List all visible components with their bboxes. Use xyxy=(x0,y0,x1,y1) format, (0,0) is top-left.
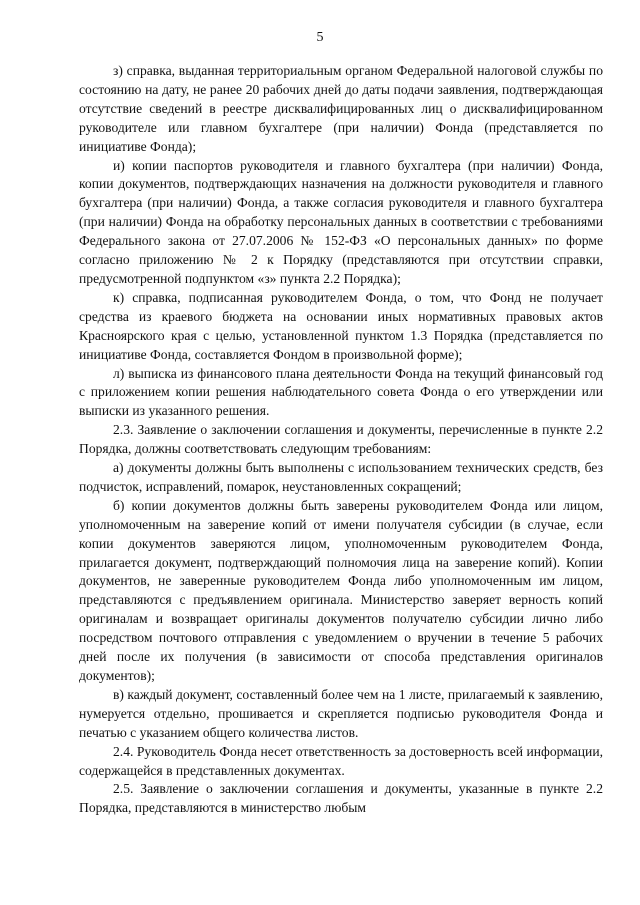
paragraph-a-technical-means: а) документы должны быть выполнены с использованием технических средств, без подчисток, исправлений, помарок, неустановленных сокращений; xyxy=(79,460,603,494)
paragraph-2-3-requirements: 2.3. Заявление о заключении соглашения и документы, перечисленные в пункте 2.2 Порядка, должны соответствовать следующим требованиям: xyxy=(79,422,603,457)
page-number: 5 xyxy=(316,30,324,45)
paragraph-z-tax-certificate: з) справка, выданная территориальным органом Федеральной налоговой службы по состоянию на дату, не ранее 20 рабочих дней до даты подачи заявления, подтверждающая отсутствие сведений в реестре дисквалифицированных лиц о дисквалифицированном руководителе или главном бухгалтере (при наличии) Фонда (представляется по инициативе Фонда); xyxy=(79,63,603,154)
paragraph-2-5-submission: 2.5. Заявление о заключении соглашения и документы, указанные в пункте 2.2 Порядка, представляются в министерство любым xyxy=(79,781,603,816)
document-body xyxy=(79,62,603,818)
paragraph-2-4-responsibility: 2.4. Руководитель Фонда несет ответственность за достоверность всей информации, содержащейся в представленных документах. xyxy=(79,743,603,778)
paragraph-v-numbered-documents: в) каждый документ, составленный более чем на 1 листе, прилагаемый к заявлению, нумеруется отдельно, прошивается и скрепляется подписью руководителя Фонда и печатью с указанием общего количества листов. xyxy=(79,686,603,740)
paragraph-i-passport-copies: и) копии паспортов руководителя и главного бухгалтера (при наличии) Фонда, копии документов, подтверждающих назначения на должности руководителя и главного бухгалтера (при наличии) Фонда, а также согласия руководителя и главного бухгалтера (при наличии) Фонда на обработку персональных данных в соответствии с требованиями Федерального закона от 27.07.2006 № 152-ФЗ «О персональных данных» по форме согласно приложению № 2 к Порядку (представляются при отсутствии справки, предусмотренной подпунктом «з» пункта 2.2 Порядка); xyxy=(79,157,603,286)
paragraph-k-signed-certificate: к) справка, подписанная руководителем Фонда, о том, что Фонд не получает средства из краевого бюджета на основании иных нормативных правовых актов Красноярского края с целью, установленной пунктом 1.3 Порядка (представляется по инициативе Фонда, составляется Фондом в произвольной форме); xyxy=(79,289,603,362)
paragraph-l-financial-plan-extract: л) выписка из финансового плана деятельности Фонда на текущий финансовый год с приложением копии решения наблюдательного совета Фонда о его утверждении или выписки из указанного решения. xyxy=(79,365,603,419)
paragraph-b-certified-copies: б) копии документов должны быть заверены руководителем Фонда или лицом, уполномоченным на заверение копий от имени получателя субсидии (в случае, если копии документов заверяются лицом, уполномоченным руководителем Фонда, прилагается документ, подтверждающий полномочия лица на заверение копий). Копии документов, не заверенные руководителем Фонда либо уполномоченным им лицом, представляются с предъявлением оригинала. Министерство заверяет верность копий оригиналам и возвращает оригиналы документов получателю субсидии лично либо посредством почтового отправления с уведомлением о вручении в течение 5 рабочих дней после их получения (в зависимости от способа представления оригиналов документов); xyxy=(79,497,603,683)
